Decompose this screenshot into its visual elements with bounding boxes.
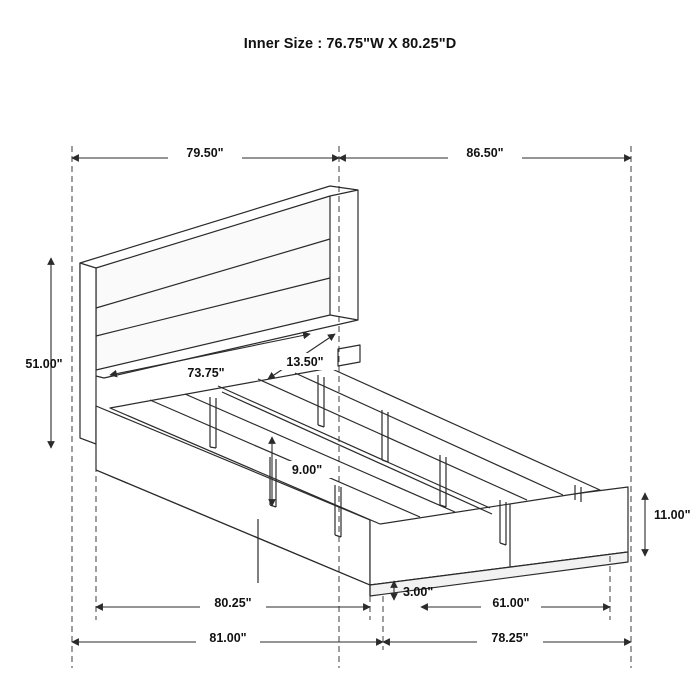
- dim-bottom-inner-right-label: 61.00": [492, 596, 530, 610]
- dim-headboard-width-label: 73.75": [187, 366, 225, 380]
- dim-left-height-label: 51.00": [25, 357, 63, 371]
- dim-top-right-label: 86.50": [466, 146, 504, 160]
- rail-bracket: [338, 345, 360, 366]
- dim-base-rail-label: 3.00": [403, 585, 434, 599]
- dim-bottom-inner-left-label: 80.25": [214, 596, 252, 610]
- dim-headboard-gap-label: 13.50": [286, 355, 324, 369]
- page-title: Inner Size : 76.75"W X 80.25"D: [243, 36, 457, 52]
- bed-illustration: [80, 186, 628, 596]
- dim-right-height-label: 11.00": [654, 508, 691, 522]
- dim-bottom-outer-right-label: 78.25": [491, 631, 529, 645]
- dim-top-left-label: 79.50": [186, 146, 224, 160]
- dim-leg-height-label: 9.00": [291, 463, 323, 477]
- headboard: [80, 186, 358, 378]
- dim-bottom-outer-left-label: 81.00": [209, 631, 247, 645]
- headboard-left-post: [80, 263, 96, 444]
